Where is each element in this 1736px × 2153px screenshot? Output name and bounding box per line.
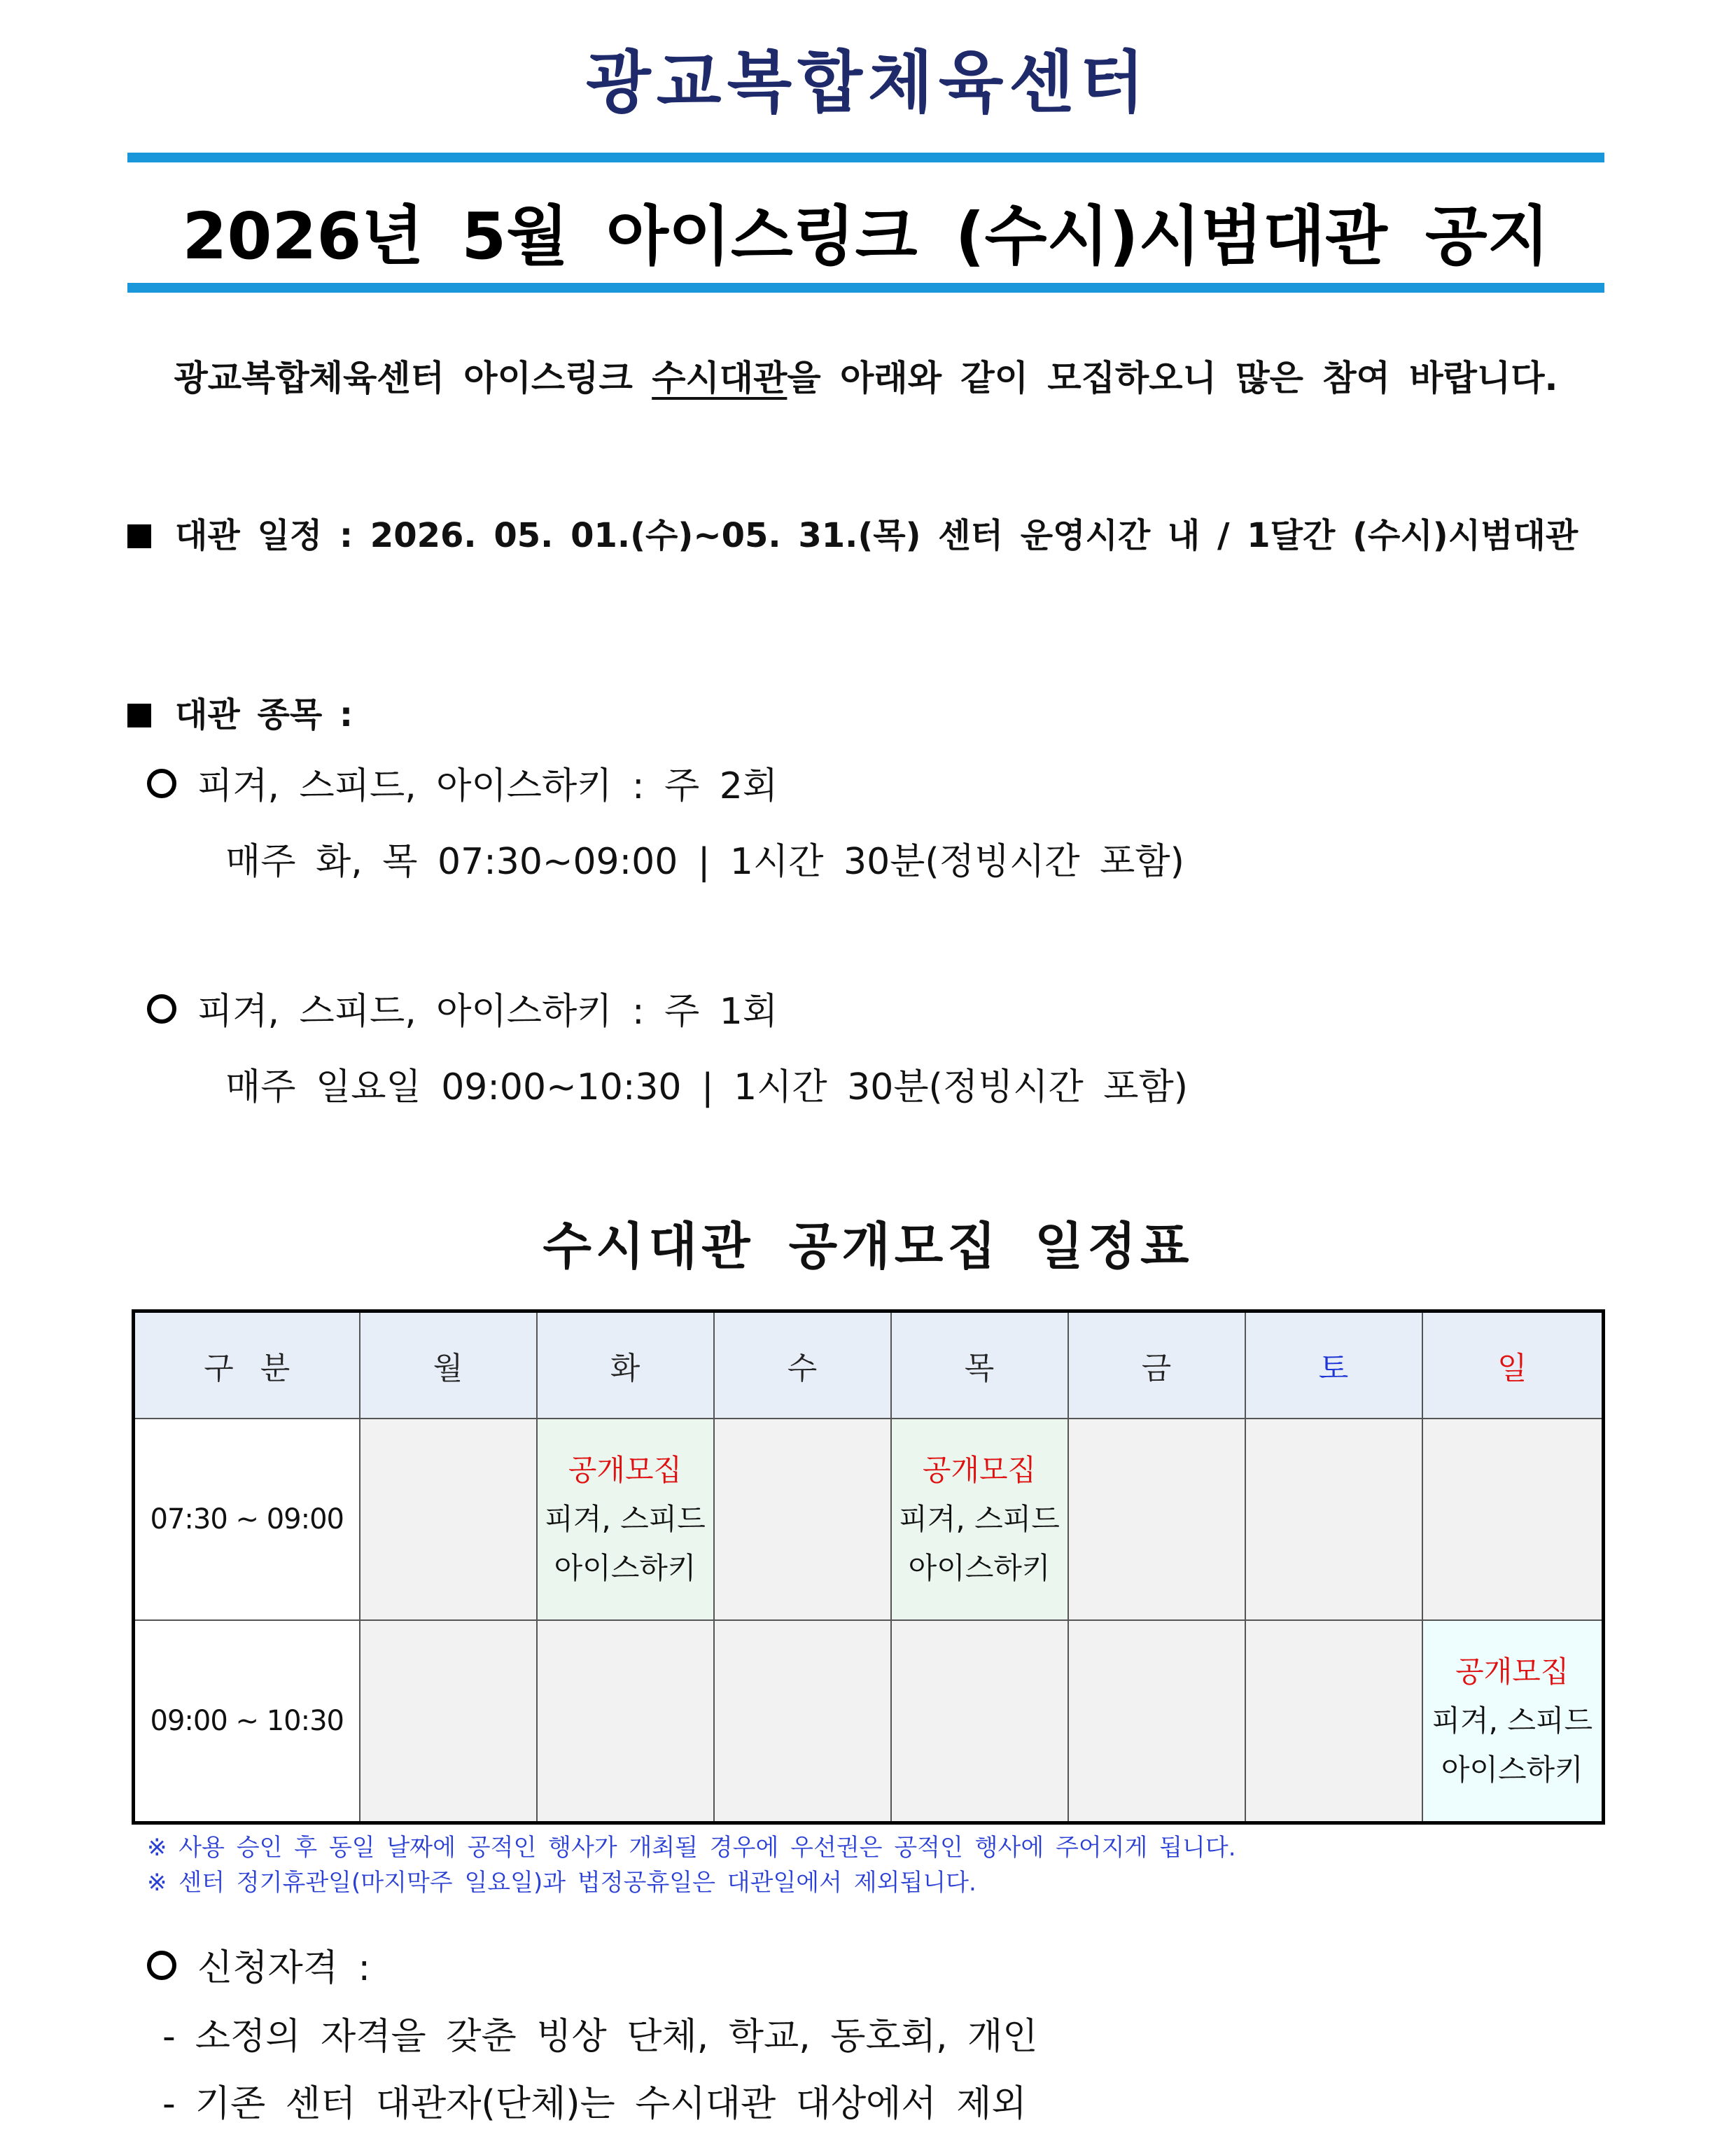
timetable-title: 수시대관 공개모집 일정표: [542, 1217, 1194, 1276]
slot-sports-line: 피겨, 스피드: [545, 1501, 706, 1536]
slot-open: [537, 1419, 714, 1620]
slot-empty: [360, 1620, 537, 1823]
eligibility-heading-text: 신청자격 :: [197, 1947, 370, 1989]
slot-empty: [1245, 1620, 1422, 1823]
intro-after: 을 아래와 같이 모집하오니 많은 참여 바랍니다.: [787, 358, 1558, 398]
note-item: ※ 센터 정기휴관일(마지막주 일요일)과 법정공휴일은 대관일에서 제외됩니다.: [147, 1869, 976, 1897]
org-name: 광교복합체육센터: [586, 43, 1150, 122]
row-time: 07:30 ~ 09:00: [134, 1419, 360, 1620]
open-label: 공개모집: [922, 1452, 1037, 1487]
square-bullet-icon: [127, 704, 151, 727]
eligibility-heading: [147, 1938, 370, 1991]
slot-empty: [891, 1620, 1068, 1823]
header-mon: 월: [360, 1311, 537, 1419]
dash-bullet-icon: -: [162, 2016, 176, 2058]
intro-before: 광교복합체육센터 아이스링크: [174, 358, 652, 398]
header-thu: 목: [891, 1311, 1068, 1419]
header-sat: 토: [1245, 1311, 1422, 1419]
slot-empty: [714, 1419, 891, 1620]
slot-sports-line: 피겨, 스피드: [1432, 1703, 1593, 1738]
slot-open: [891, 1419, 1068, 1620]
intro-text: [127, 350, 1604, 400]
event-item-2-detail: 매주 일요일 09:00~10:30 | 1시간 30분(정빙시간 포함): [225, 1066, 1189, 1108]
event-item-2-title: [147, 982, 778, 1034]
dash-bullet-icon: -: [162, 2083, 176, 2125]
table-row: [134, 1620, 1604, 1823]
eligibility-item-1: [162, 2007, 1037, 2059]
circle-bullet-icon: [147, 769, 176, 798]
table-row: [134, 1419, 1604, 1620]
slot-sports-line: 피겨, 스피드: [899, 1501, 1060, 1536]
slot-empty: [1245, 1419, 1422, 1620]
circle-bullet-icon: [147, 1951, 176, 1980]
title-top-rule: [127, 153, 1604, 162]
eligibility-item-2: [162, 2074, 1027, 2126]
slot-empty: [537, 1620, 714, 1823]
row-time: 09:00 ~ 10:30: [134, 1620, 360, 1823]
slot-sports-line: 아이스하키: [554, 1550, 696, 1585]
header-wed: 수: [714, 1311, 891, 1419]
circle-bullet-icon: [147, 994, 176, 1024]
event-item-title-text: 피겨, 스피드, 아이스하키 : 주 1회: [197, 991, 778, 1033]
schedule-text: 대관 일정 : 2026. 05. 01.(수)~05. 31.(목) 센터 운영시간 내 / 1달간 (수시)시범대관: [175, 516, 1578, 555]
note-item: ※ 사용 승인 후 동일 날짜에 공적인 행사가 개최될 경우에 우선권은 공적인 행사에 주어지게 됩니다.: [147, 1834, 1236, 1862]
header-category: 구 분: [134, 1311, 360, 1419]
timetable: [132, 1309, 1605, 1825]
schedule-line: [127, 508, 1578, 557]
square-bullet-icon: [127, 524, 151, 548]
event-item-1-detail: 매주 화, 목 07:30~09:00 | 1시간 30분(정빙시간 포함): [225, 841, 1184, 883]
slot-sports-line: 아이스하키: [1441, 1752, 1583, 1787]
slot-empty: [1422, 1419, 1604, 1620]
slot-open: [1422, 1620, 1604, 1823]
slot-sports-line: 아이스하키: [908, 1550, 1051, 1585]
title-bottom-rule: [127, 283, 1604, 293]
slot-empty: [714, 1620, 891, 1823]
event-item-title-text: 피겨, 스피드, 아이스하키 : 주 2회: [197, 765, 778, 807]
intro-underlined: 수시대관: [652, 358, 788, 398]
header-tue: 화: [537, 1311, 714, 1419]
events-heading-text: 대관 종목 :: [175, 695, 354, 734]
header-fri: 금: [1068, 1311, 1245, 1419]
open-label: 공개모집: [568, 1452, 682, 1487]
events-heading: [127, 688, 353, 736]
slot-empty: [1068, 1419, 1245, 1620]
header-sun: 일: [1422, 1311, 1604, 1419]
slot-empty: [1068, 1620, 1245, 1823]
table-header-row: [134, 1311, 1604, 1419]
slot-empty: [360, 1419, 537, 1620]
notice-title: 2026년 5월 아이스링크 (수시)시범대관 공지: [182, 199, 1550, 274]
notes: [147, 1830, 1236, 1900]
event-item-1-title: [147, 756, 778, 809]
eligibility-item-text: 소정의 자격을 갖춘 빙상 단체, 학교, 동호회, 개인: [195, 2016, 1038, 2058]
open-label: 공개모집: [1455, 1654, 1569, 1689]
eligibility-item-text: 기존 센터 대관자(단체)는 수시대관 대상에서 제외: [195, 2083, 1027, 2125]
